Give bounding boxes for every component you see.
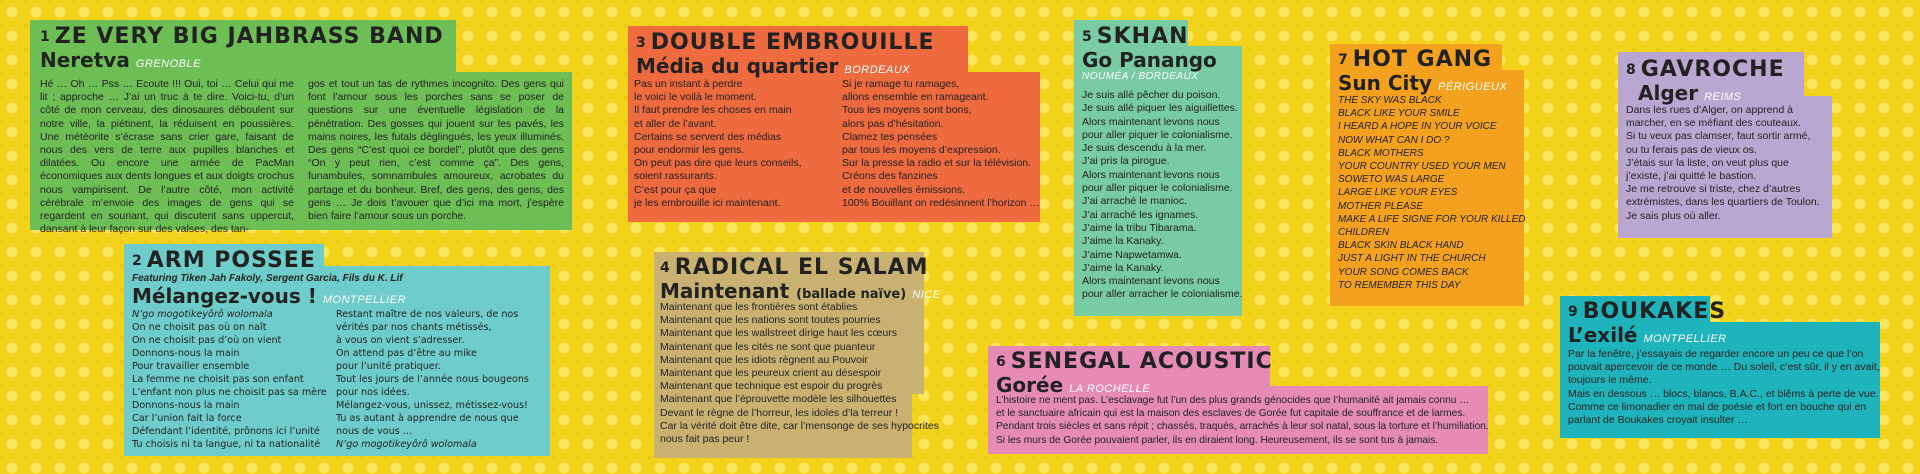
song-title: L’exilé: [1568, 323, 1638, 347]
lyric-line: C’est pour ça que: [634, 183, 717, 196]
lyric-line: Pour travailler ensemble: [132, 361, 250, 372]
lyric-line: YOUR SONG COMES BACK: [1338, 266, 1469, 278]
lyric-line: Maintenant que les peureux crient au désespoir: [660, 367, 882, 380]
lyric-line: Certains se servent des médias: [634, 130, 782, 143]
lyric-line: N’go mogotikeyôrô wolomala: [132, 309, 273, 320]
song-title: Maintenant: [660, 279, 790, 303]
lyric-line: JUST A LIGHT IN THE CHURCH: [1338, 253, 1486, 265]
lyric-line: à vous on vient s’adresser.: [336, 335, 465, 346]
card-7-hot-gang: [1330, 44, 1524, 306]
card-4-radical-el-salam: [654, 252, 941, 458]
lyric-line: Je sais plus où aller.: [1626, 209, 1721, 222]
lyric-line: J’aime la Kanaky.: [1082, 235, 1164, 248]
card-number: 6: [996, 354, 1007, 370]
lyric-line: Si les murs de Gorée pouvaient parler, ils en diraient long. Heureusement, ils se sont tus à jamais.: [996, 434, 1439, 446]
lyric-line: pour l’unité pratiquer.: [336, 361, 441, 372]
song-title: Neretva: [40, 48, 130, 72]
lyric-line: On peut pas dire que leurs conseils,: [634, 157, 802, 170]
card-8-gavroche: [1618, 52, 1832, 238]
lyric-line: et le sanctuaire africain qui est la maison des esclaves de Gorée fut capitale de souffrance et de larmes.: [996, 408, 1466, 420]
lyric-line: Si tu veux pas clamser, faut sortir armé,: [1626, 130, 1811, 143]
band-name: SENEGAL ACOUSTIC: [1010, 349, 1273, 374]
band-city: MONTPELLIER: [1643, 333, 1727, 345]
lyric-line: 100% Bouillant on redésinnent l’horizon …: [842, 196, 1040, 209]
band-city: PÉRIGUEUX: [1437, 81, 1508, 93]
lyric-line: J’ai arraché le manioc.: [1082, 195, 1188, 208]
card-1-ze-very-big-jahbrass-band: [30, 20, 572, 236]
lyric-line: CHILDREN: [1338, 227, 1390, 239]
lyric-line: YOUR COUNTRY USED YOUR MEN: [1338, 161, 1506, 173]
lyric-line: On ne choisit pas d’où on vient: [132, 335, 282, 346]
lyric-line: allons ensemble en ramageant.: [842, 91, 989, 104]
lyric-line: J’aime Napwetamwa.: [1082, 248, 1182, 261]
lyric-line: toujours le même.: [1568, 374, 1652, 387]
lyric-line: Clamez tes pensées: [842, 130, 938, 143]
lyric-line: Restant maître de nos valeurs, de nos: [336, 309, 519, 320]
lyric-line: L’histoire ne ment pas. L’esclavage fut l’un des plus grands génocides que l’humanité ait jamais connu …: [996, 395, 1470, 406]
lyric-line: Tu as autant à apprendre de nous que: [336, 413, 519, 424]
lyric-line: MOTHER PLEASE: [1338, 200, 1424, 212]
lyric-line: J’ai arraché les ignames.: [1082, 208, 1199, 221]
lyrics-column-1: Hé … Oh … Pss … Ecoute !!! Oui, toi … Celui qui me lit ; approche … J’ai un truc à te dire. Voici-tu, d’un côté de mon cerveau, des dinosaures déboulent sur notre ville, la piétinent, la réduisent en poussières. Une météorite s’écrase sans crier gare, faisant de nous des vers de terre aux pupilles blanches et dilatées. Ou encore une armée de PacMan économiques aux dents longues et aux doigts crochus nous vampirisent. De l’autre côté, mon activité cérébrale m’envoie des images de gens qui se regardent en souriant, qui discutent sans uppercut, dansant à leur façon sur des valses, des tan-: [40, 78, 294, 236]
lyrics-column-1: [634, 78, 834, 210]
card-number: 2: [132, 253, 143, 269]
lyric-line: Car l’union fait la force: [132, 413, 242, 424]
lyric-line: THE SKY WAS BLACK: [1338, 95, 1442, 106]
lyric-line: et aller de l’avant.: [634, 117, 717, 130]
song-title: Sun City: [1338, 71, 1432, 95]
lyric-line: nous fait pas peur !: [660, 433, 750, 446]
lyric-line: et de nouvelles émissions.: [842, 183, 966, 196]
lyric-line: Par la fenêtre, j’essayais de regarder encore un peu ce que l’on: [1568, 348, 1864, 360]
song-title: Mélangez-vous !: [132, 284, 317, 308]
lyric-line: extrémistes, dans les quartiers de Toulon.: [1626, 196, 1820, 209]
lyric-line: Maintenant que les nations sont toutes pourries: [660, 314, 881, 327]
lyric-line: Créons des fanzines: [842, 170, 938, 183]
lyrics-column-2: [336, 308, 546, 451]
song-title: Alger: [1638, 81, 1699, 105]
card-3-double-embrouille: [628, 26, 1040, 222]
band-name: RADICAL EL SALAM: [674, 255, 929, 280]
lyric-line: alors pas d’hésitation.: [842, 117, 944, 130]
lyric-line: N’go mogotikeyôrô wolomala: [336, 439, 477, 450]
lyric-line: Tu choisis ni ta langue, ni ta nationalité: [132, 439, 321, 450]
card-2-arm-possee: [124, 244, 550, 456]
lyric-line: On ne choisit pas où on naît: [132, 322, 267, 333]
lyric-line: je les embrouille ici maintenant.: [634, 196, 781, 209]
card-number: 1: [40, 29, 51, 45]
lyric-line: Je me retrouve si triste, chez d’autres: [1626, 183, 1801, 196]
song-title: Gorée: [996, 373, 1064, 397]
lyric-line: Maintenant que les frontières sont établies: [660, 301, 858, 313]
lyric-line: j’existe, j’ai quitté le bastion.: [1626, 170, 1757, 183]
lyric-line: BLACK LIKE YOUR SMILE: [1338, 108, 1460, 120]
band-city: GRENOBLE: [135, 58, 201, 70]
lyric-line: Alors maintenant levons nous: [1082, 275, 1220, 288]
lyric-line: J’étais sur la liste, on veut plus que: [1626, 156, 1789, 169]
band-name: ZE VERY BIG JAHBRASS BAND: [54, 24, 444, 49]
lyric-line: Si je ramage tu ramages,: [842, 78, 960, 90]
band-name: GAVROCHE: [1640, 57, 1785, 82]
lyric-line: SOWETO WAS LARGE: [1338, 174, 1445, 186]
card-number: 7: [1338, 52, 1349, 68]
lyric-line: pouvait apercevoir de ce monde … Du soleil, c’est sûr, il y en avait,: [1568, 361, 1880, 374]
lyric-line: Dans les rues d’Alger, on apprend à: [1626, 104, 1793, 116]
lyric-line: On attend pas d’être au mike: [336, 348, 477, 359]
song-title: Go Panango: [1082, 48, 1217, 72]
lyric-line: BLACK MOTHERS: [1338, 147, 1424, 159]
lyric-line: pour aller arracher le colonialisme.: [1082, 288, 1243, 301]
band-city: NOUMÉA / BORDEAUX: [1082, 71, 1199, 82]
band-city: BORDEAUX: [844, 64, 911, 76]
lyric-line: nous de vous …: [336, 426, 413, 437]
lyric-line: Je suis descendu à la mer.: [1082, 142, 1207, 155]
lyric-line: LARGE LIKE YOUR EYES: [1338, 187, 1458, 199]
lyric-line: Mais en dessous … blocs, blancs, B.A.C., et blêms à perte de vue.: [1568, 387, 1879, 400]
card-number: 3: [636, 35, 647, 51]
lyric-line: pour aller piquer le colonialisme.: [1082, 128, 1233, 141]
band-name: SKHAN: [1096, 24, 1189, 49]
featuring-line: Featuring Tiken Jah Fakoly, Sergent Garcia, Fils du K. Lif: [132, 273, 403, 284]
card-9-boukakes: [1560, 296, 1880, 438]
lyric-line: J’aime la tribu Tibarama.: [1082, 221, 1197, 234]
lyric-line: Défendant l’identité, prônons ici l’unité: [132, 426, 320, 437]
lyric-line: vérités par nos chants métissés,: [336, 322, 492, 333]
lyric-line: I HEARD A HOPE IN YOUR VOICE: [1338, 121, 1497, 133]
lyric-line: J’ai pris la pirogue.: [1082, 155, 1170, 168]
lyric-line: Alors maintenant levons nous: [1082, 168, 1220, 181]
band-name: DOUBLE EMBROUILLE: [650, 30, 935, 55]
lyric-line: Donnons-nous la main: [132, 400, 240, 411]
lyric-line: Car la vérité doit être dite, car l’mensonge de ses hypocrites: [660, 419, 939, 432]
lyric-line: Comme ce limonadier en mal de poésie et fort en bouche qui en: [1568, 400, 1867, 413]
card-6-senegal-acoustic: [988, 346, 1488, 454]
lyric-line: TO REMEMBER THIS DAY: [1338, 279, 1461, 291]
lyric-line: La femme ne choisit pas son enfant: [132, 374, 304, 385]
lyric-line: Pendant trois siècles et sans répit ; chassés, traqués, arrachés à leur sol natal, sous la torture et l’humiliation.: [996, 421, 1489, 433]
lyric-line: Je suis allé pêcher du poison.: [1082, 89, 1221, 101]
song-title: Média du quartier: [636, 54, 839, 78]
lyrics-column-2: [842, 78, 1040, 210]
lyric-line: marcher, en se méfiant des couteaux.: [1626, 117, 1802, 130]
lyrics-column-1: [132, 308, 332, 451]
lyric-line: pour aller piquer le colonialisme.: [1082, 182, 1233, 195]
band-city: MONTPELLIER: [322, 294, 407, 306]
lyric-line: pour endormir les gens.: [634, 144, 745, 157]
lyric-line: soient rassurants.: [634, 170, 717, 183]
lyric-line: ou tu ferais pas de vieux os.: [1626, 143, 1757, 156]
lyric-line: MAKE A LIFE SIGNE FOR YOUR KILLED: [1338, 213, 1526, 225]
lyric-line: BLACK SKIN BLACK HAND: [1338, 240, 1464, 252]
lyric-line: par tous les moyens d’expression.: [842, 144, 1001, 157]
lyric-line: Pas un instant à perdre: [634, 78, 743, 90]
lyrics-column-2: gos et tout un tas de rythmes incognito. Des gens qui font l’amour sous les porches sans se poser de questions sur une éventuelle législation de la pénétration. Des gosses qui jouent sur les pavés, les mains noires, les futals déglingués, les yeux illuminés. Des gens “C’est quoi ce bordel”, plutôt que des gens “On y peut rien, c’est comme ça”. Des gens, funambules, somnambules amoureux, acrobates du partage et du bonheur. Bref, des gens, des gens, des gens … Je dois t’avouer que d’ici ma mort, j’espère bien faire l’amour sous un porche.: [308, 78, 564, 223]
card-number: 4: [660, 260, 671, 276]
lyric-line: parlant de Boukakes croyait insulter …: [1568, 414, 1748, 427]
lyric-line: le voici le voilà le moment.: [634, 91, 757, 104]
lyric-line: Maintenant que l’éprouvette modèle les silhouettes: [660, 393, 897, 406]
lyric-line: Tous les moyens sont bons,: [842, 104, 972, 117]
lyric-line: Maintenant que les wallstreet dirige haut les cœurs: [660, 327, 897, 340]
lyric-line: L’enfant non plus ne choisit pas sa mère: [132, 387, 327, 398]
lyric-line: pour nos idées.: [336, 387, 410, 398]
band-city: NICE: [912, 289, 941, 301]
lyric-line: Tout les jours de l’année nous bougeons: [336, 374, 529, 385]
lyric-line: Sur la presse la radio et sur la télévision.: [842, 157, 1032, 170]
song-subtitle: (ballade naïve): [796, 287, 907, 302]
lyric-line: Devant le règne de l’horreur, les idoles d’la terreur !: [660, 406, 899, 419]
band-name: BOUKAKES: [1582, 299, 1727, 324]
lyric-line: NOW WHAT CAN I DO ?: [1338, 134, 1450, 146]
card-number: 8: [1626, 62, 1637, 78]
band-city: LA ROCHELLE: [1069, 383, 1151, 395]
lyric-line: Je suis allé piquer les aiguillettes.: [1082, 102, 1238, 115]
band-name: HOT GANG: [1352, 47, 1493, 72]
card-number: 5: [1082, 29, 1093, 45]
lyric-line: Mélangez-vous, unissez, métissez-vous!: [336, 400, 528, 411]
card-number: 9: [1568, 304, 1579, 320]
band-city: REIMS: [1704, 91, 1742, 103]
lyric-line: J’aime la Kanaky.: [1082, 261, 1164, 274]
lyric-line: Maintenant que les cités ne sont que puanteur: [660, 340, 876, 353]
lyric-line: Maintenant que les idiots règnent au Pouvoir: [660, 353, 868, 366]
lyric-line: Alors maintenant levons nous: [1082, 115, 1220, 128]
lyric-line: Maintenant que technique est espoir du progrès: [660, 380, 883, 393]
band-name: ARM POSSEE: [146, 248, 316, 273]
card-5-skhan: [1074, 20, 1242, 316]
lyric-line: Donnons-nous la main: [132, 348, 240, 359]
lyric-line: Il faut prendre les choses en main: [634, 104, 792, 117]
